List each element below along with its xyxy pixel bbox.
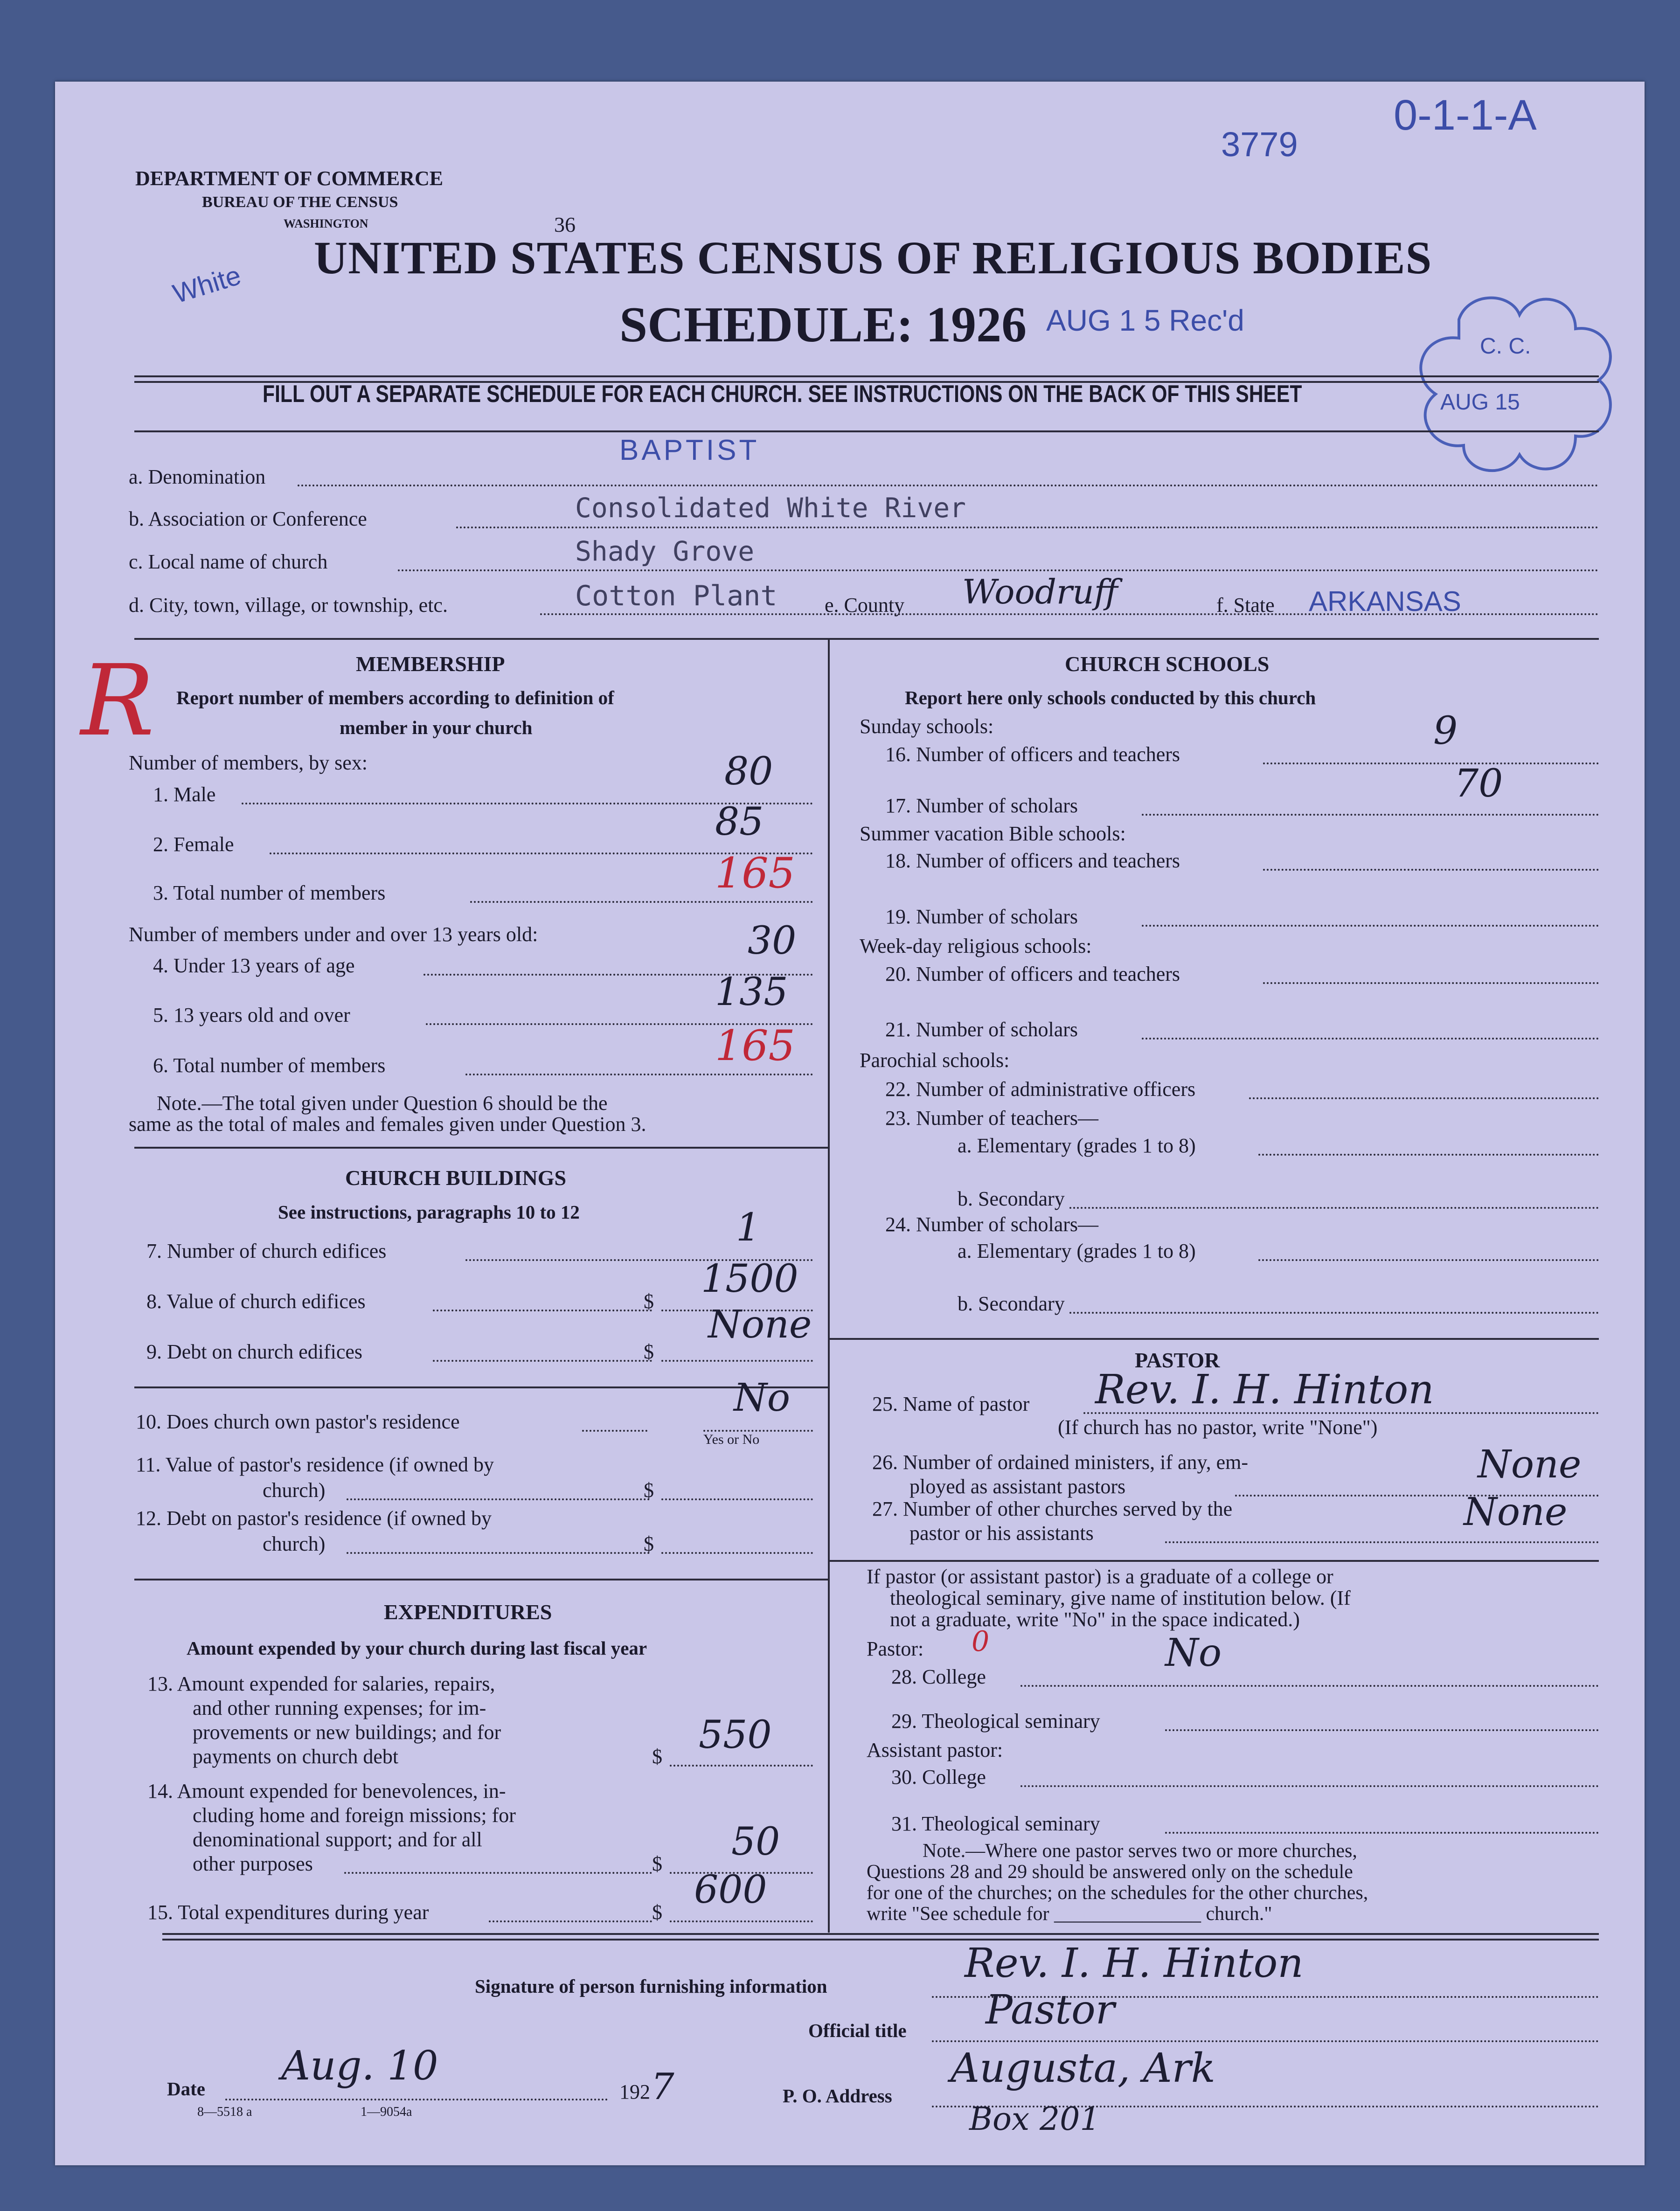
weekday-scholars-label: 21. Number of scholars (885, 1018, 1078, 1041)
vacation-scholars-label: 19. Number of scholars (885, 905, 1078, 928)
assistant-ministers-count[interactable]: None (1478, 1442, 1582, 1487)
female-count[interactable]: 85 (715, 800, 764, 844)
total-expenditures-label: 15. Total expenditures during year (147, 1901, 429, 1924)
over-13-label: 5. 13 years old and over (153, 1004, 350, 1026)
assistant-ministers-label-2: ployed as assistant pastors (909, 1475, 1126, 1498)
instruction-banner: FILL OUT A SEPARATE SCHEDULE FOR EACH CHURCH. SEE INSTRUCTIONS ON THE BACK OF THIS SHEET (263, 381, 1302, 408)
membership-sub2: member in your church (340, 717, 533, 738)
state-field[interactable]: ARKANSAS (1309, 586, 1461, 617)
vacation-schools-label: Summer vacation Bible schools: (860, 822, 1126, 845)
form-id-stamp: 0-1-1-A (1394, 91, 1537, 139)
census-schedule-form (55, 82, 1645, 2165)
scholars-secondary-label: b. Secondary (958, 1292, 1065, 1315)
dollar-sign-14: $ (652, 1852, 662, 1875)
total-members-count[interactable]: 165 (715, 849, 795, 898)
sunday-officers-label: 16. Number of officers and teachers (885, 743, 1180, 766)
dollar-sign-12: $ (644, 1532, 654, 1555)
schools-heading: CHURCH SCHOOLS (1065, 652, 1270, 676)
benevolences-amount[interactable]: 50 (731, 1820, 780, 1864)
weekday-schools-label: Week-day religious schools: (860, 935, 1092, 957)
sunday-schools-label: Sunday schools: (860, 715, 994, 738)
pastor-name-label: 25. Name of pastor (872, 1393, 1030, 1415)
age-heading: Number of members under and over 13 years old: (129, 923, 538, 946)
buildings-sub: See instructions, paragraphs 10 to 12 (278, 1201, 580, 1223)
edifices-debt-label: 9. Debt on church edifices (146, 1340, 363, 1363)
residence-owned-label: 10. Does church own pastor's residence (136, 1410, 460, 1433)
pastor-note-3: for one of the churches; on the schedules for the other churches, (867, 1882, 1368, 1904)
total-members-label: 3. Total number of members (153, 881, 386, 904)
local-name-field[interactable]: Shady Grove (575, 535, 755, 567)
flower-stamp-date: AUG 15 (1440, 390, 1520, 415)
benevolences-label-1: 14. Amount expended for benevolences, in- (147, 1780, 506, 1802)
assistant-college-label: 30. College (891, 1766, 986, 1788)
county-field[interactable]: Woodruff (962, 572, 1118, 611)
signature-label: Signature of person furnishing information (475, 1975, 827, 1997)
vacation-officers-label: 18. Number of officers and teachers (885, 849, 1180, 872)
date-field[interactable]: Aug. 10 (281, 2043, 438, 2089)
serial-number-stamp: 3779 (1221, 125, 1298, 164)
po-address-field[interactable]: Augusta, Ark (951, 2045, 1215, 2092)
red-check-mark: R (81, 644, 155, 758)
benevolences-label-2: cluding home and foreign missions; for (193, 1804, 516, 1827)
residence-value-label-2: church) (263, 1479, 326, 1502)
po-address-line2[interactable]: Box 201 (969, 2101, 1100, 2138)
by-sex-label: Number of members, by sex: (129, 751, 368, 774)
department-name: DEPARTMENT OF COMMERCE (135, 167, 444, 190)
running-expenses-label-2: and other running expenses; for im- (193, 1697, 486, 1719)
edifices-value[interactable]: 1500 (701, 1257, 798, 1301)
other-churches-count[interactable]: None (1464, 1490, 1568, 1534)
date-label: Date (167, 2078, 205, 2100)
other-churches-label-2: pastor or his assistants (909, 1522, 1094, 1545)
scholars-label: 24. Number of scholars— (885, 1213, 1099, 1236)
bureau-name: BUREAU OF THE CENSUS (202, 194, 398, 211)
assistant-pastor-sublabel: Assistant pastor: (867, 1739, 1003, 1761)
form-title: UNITED STATES CENSUS OF RELIGIOUS BODIES (314, 232, 1432, 284)
pastor-sublabel: Pastor: (867, 1637, 924, 1660)
benevolences-label-4: other purposes (193, 1852, 313, 1875)
pastor-seminary-label: 29. Theological seminary (891, 1710, 1100, 1733)
po-address-label: P. O. Address (783, 2085, 892, 2107)
expenditures-sub: Amount expended by your church during last fiscal year (187, 1637, 647, 1659)
sunday-officers-count[interactable]: 9 (1433, 709, 1458, 753)
flower-stamp-icon (1403, 287, 1627, 483)
denomination-stamp: BAPTIST (619, 434, 760, 466)
dollar-sign-11: $ (644, 1479, 654, 1502)
city-label: d. City, town, village, or township, etc. (129, 594, 448, 617)
over-13-count[interactable]: 135 (715, 970, 788, 1014)
graduate-instructions-2: theological seminary, give name of institution below. (If (890, 1587, 1351, 1609)
edifices-debt[interactable]: None (708, 1303, 812, 1347)
running-expenses-label-4: payments on church debt (193, 1745, 399, 1768)
membership-note-2: same as the total of males and females given under Question 3. (129, 1113, 646, 1136)
running-expenses-amount[interactable]: 550 (699, 1713, 772, 1757)
running-expenses-label-3: provements or new buildings; and for (193, 1721, 501, 1744)
official-title-field[interactable]: Pastor (986, 1987, 1115, 2033)
residence-debt-label-1: 12. Debt on pastor's residence (if owned by (136, 1507, 492, 1530)
received-date-stamp: AUG 1 5 Rec'd (1046, 304, 1244, 337)
dollar-sign-13: $ (652, 1745, 662, 1768)
assistant-seminary-label: 31. Theological seminary (891, 1812, 1100, 1835)
schedule-year: SCHEDULE: 1926 (619, 297, 1027, 353)
expenditures-heading: EXPENDITURES (384, 1600, 552, 1624)
weekday-officers-label: 20. Number of officers and teachers (885, 963, 1180, 985)
pastor-name-field[interactable]: Rev. I. H. Hinton (1095, 1366, 1434, 1413)
edifices-count-label: 7. Number of church edifices (146, 1240, 387, 1262)
form-code-2: 1—9054a (361, 2105, 412, 2119)
sunday-scholars-count[interactable]: 70 (1454, 762, 1503, 806)
city-name: WASHINGTON (284, 217, 368, 230)
flower-stamp-top: C. C. (1480, 334, 1531, 359)
pastor-note-4: write "See schedule for _______________ church." (867, 1903, 1272, 1925)
pastor-red-mark: 0 (972, 1625, 990, 1658)
teachers-elementary-label: a. Elementary (grades 1 to 8) (958, 1134, 1196, 1157)
pastor-note-2: Questions 28 and 29 should be answered only on the schedule (867, 1861, 1353, 1883)
male-label: 1. Male (153, 783, 216, 806)
male-count[interactable]: 80 (724, 749, 773, 794)
admin-officers-label: 22. Number of administrative officers (885, 1078, 1196, 1101)
dollar-sign-15: $ (652, 1901, 662, 1924)
female-label: 2. Female (153, 833, 234, 856)
edifices-value-label: 8. Value of church edifices (146, 1290, 366, 1313)
yes-or-no-hint: Yes or No (703, 1432, 760, 1447)
membership-sub1: Report number of members according to definition of (176, 687, 614, 708)
sunday-scholars-label: 17. Number of scholars (885, 794, 1078, 817)
signature-field[interactable]: Rev. I. H. Hinton (965, 1940, 1304, 1987)
year-suffix-field[interactable]: 7 (651, 2066, 674, 2108)
year-prefix: 192 (619, 2080, 650, 2103)
schools-sub: Report here only schools conducted by this church (905, 687, 1316, 708)
state-label: f. State (1216, 594, 1275, 617)
membership-note-1: Note.—The total given under Question 6 should be the (157, 1092, 608, 1115)
city-field[interactable]: Cotton Plant (575, 580, 778, 612)
association-label: b. Association or Conference (129, 507, 367, 530)
benevolences-label-3: denominational support; and for all (193, 1828, 482, 1851)
pastor-college-field[interactable]: No (1165, 1631, 1222, 1675)
residence-value-label-1: 11. Value of pastor's residence (if owned by (136, 1453, 494, 1476)
running-expenses-label-1: 13. Amount expended for salaries, repairs, (147, 1672, 495, 1695)
denomination-label: a. Denomination (129, 465, 266, 488)
county-label: e. County (825, 594, 905, 617)
dollar-sign-9: $ (644, 1340, 654, 1363)
edifices-count[interactable]: 1 (736, 1206, 761, 1250)
under-13-count[interactable]: 30 (748, 919, 797, 963)
residence-owned-answer[interactable]: No (734, 1376, 791, 1420)
membership-heading: MEMBERSHIP (356, 652, 505, 676)
teachers-secondary-label: b. Secondary (958, 1187, 1065, 1210)
parochial-schools-label: Parochial schools: (860, 1049, 1010, 1072)
official-title-label: Official title (808, 2020, 907, 2041)
graduate-instructions-1: If pastor (or assistant pastor) is a graduate of a college or (867, 1565, 1333, 1588)
association-field[interactable]: Consolidated White River (575, 492, 966, 524)
residence-debt-label-2: church) (263, 1532, 326, 1555)
local-name-label: c. Local name of church (129, 550, 328, 573)
total-expenditures-amount[interactable]: 600 (694, 1868, 767, 1912)
assistant-ministers-label-1: 26. Number of ordained ministers, if any, em- (872, 1451, 1249, 1474)
pastor-college-label: 28. College (891, 1665, 986, 1688)
dollar-sign-8: $ (644, 1290, 654, 1313)
form-code-1: 8—5518 a (197, 2105, 252, 2119)
graduate-instructions-3: not a graduate, write "No" in the space indicated.) (890, 1608, 1300, 1631)
total-members-2-count[interactable]: 165 (715, 1021, 795, 1070)
buildings-heading: CHURCH BUILDINGS (345, 1166, 567, 1190)
number-36: 36 (554, 213, 576, 236)
pastor-name-note: (If church has no pastor, write "None") (1058, 1416, 1378, 1439)
white-handwritten-note: White (169, 260, 245, 310)
pastor-heading: PASTOR (1135, 1348, 1220, 1372)
other-churches-label-1: 27. Number of other churches served by the (872, 1497, 1233, 1520)
under-13-label: 4. Under 13 years of age (153, 954, 355, 977)
pastor-note-1: Note.—Where one pastor serves two or more churches, (923, 1840, 1357, 1862)
teachers-label: 23. Number of teachers— (885, 1107, 1098, 1130)
total-members-2-label: 6. Total number of members (153, 1054, 386, 1077)
scholars-elementary-label: a. Elementary (grades 1 to 8) (958, 1240, 1196, 1262)
